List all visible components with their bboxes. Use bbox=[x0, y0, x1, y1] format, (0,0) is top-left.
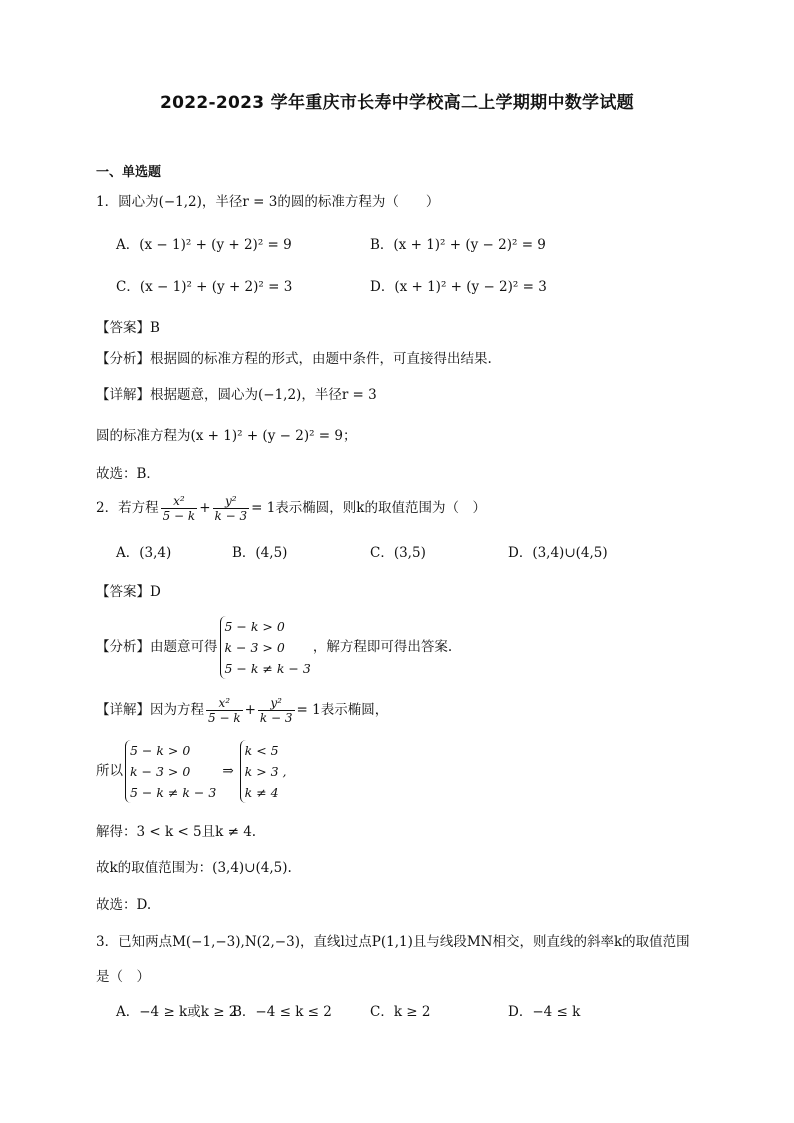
q3-stem-line2: 是（ ） bbox=[96, 969, 150, 985]
q2-detail-fraction-2: $\frac{\text{y²}}{k - 3}$ bbox=[259, 696, 293, 725]
q2-option-c: C．(3,5) bbox=[370, 545, 426, 561]
q2-analysis-system: 5 − k > 0 k − 3 > 0 5 − k ≠ k − 3 bbox=[220, 616, 311, 679]
q1-choose: 故选：B． bbox=[96, 466, 160, 482]
analysis-tag: 【分析】 bbox=[96, 639, 150, 655]
detail-text: 根据题意，圆心为(−1,2)，半径r = 3 bbox=[150, 387, 377, 403]
q1-detail bbox=[96, 385, 377, 405]
q2-option-b: B．(4,5) bbox=[232, 545, 288, 561]
q1-analysis bbox=[96, 349, 492, 369]
q1-option-d: D．(x + 1)² + (y − 2)² = 3 bbox=[370, 279, 547, 295]
q1-option-c: C．(x − 1)² + (y + 2)² = 3 bbox=[116, 279, 293, 295]
answer-value: B bbox=[150, 320, 160, 336]
q2-detail-fraction-1: $\frac{\text{x²}}{5 - k}$ bbox=[208, 696, 241, 725]
q2-system-left: 5 − k > 0 k − 3 > 0 5 − k ≠ k − 3 bbox=[125, 740, 216, 803]
q1-answer bbox=[96, 318, 160, 338]
section-heading: 一、单选题 bbox=[96, 165, 162, 180]
q2-range: 故k的取值范围为：(3,4)∪(4,5). bbox=[96, 860, 292, 876]
answer-tag: 【答案】 bbox=[96, 320, 150, 336]
analysis-tag: 【分析】 bbox=[96, 351, 150, 367]
q3-option-a: A．−4 ≥ k或k ≥ 2 bbox=[116, 1004, 238, 1020]
q1-stem: 1．圆心为(−1,2)，半径r = 3的圆的标准方程为（ ） bbox=[96, 194, 440, 210]
q1-detail-equation: 圆的标准方程为(x + 1)² + (y − 2)² = 9； bbox=[96, 428, 357, 444]
answer-value: D bbox=[150, 584, 161, 600]
q2-choose: 故选：D. bbox=[96, 897, 152, 913]
q3-option-c: C．k ≥ 2 bbox=[370, 1004, 431, 1020]
q2-option-d: D．(3,4)∪(4,5) bbox=[508, 545, 608, 561]
q2-answer bbox=[96, 582, 161, 602]
q1-option-a: A．(x − 1)² + (y + 2)² = 9 bbox=[116, 237, 292, 253]
page-title: 2022-2023 学年重庆市长寿中学校高二上学期期中数学试题 bbox=[160, 93, 634, 113]
q2-detail-systems: 所以 5 − k > 0 k − 3 > 0 5 − k ≠ k − 3 ⇒ k < 5 k > 3 , k ≠ 4 bbox=[96, 740, 289, 803]
detail-tag: 【详解】 bbox=[96, 387, 150, 403]
answer-tag: 【答案】 bbox=[96, 584, 150, 600]
q2-solve: 解得：3 < k < 5且k ≠ 4. bbox=[96, 824, 257, 840]
q2-detail: 【详解】因为方程 $\frac{\text{x²}}{5 - k}$ + $\frac{\text{y²}}{k - 3}$ = 1表示椭圆， bbox=[96, 696, 389, 725]
q2-stem: 2．若方程 $\frac{\text{x²}}{5 - k}$ + $\frac{\text{y²}}{k - 3}$ = 1表示椭圆，则k的取值范围为（ ） bbox=[96, 494, 486, 523]
q2-fraction-1: $\frac{\text{x²}}{5 - k}$ bbox=[162, 494, 196, 523]
q3-stem-line1: 3．已知两点M(−1,−3),N(2,−3)，直线l过点P(1,1)且与线段MN相交，则直线的斜率k的取值范围 bbox=[96, 934, 690, 950]
q3-option-d: D．−4 ≤ k bbox=[508, 1004, 581, 1020]
q2-fraction-2: $\frac{\text{y²}}{k - 3}$ bbox=[214, 494, 248, 523]
q2-analysis: 【分析】由题意可得 5 − k > 0 k − 3 > 0 5 − k ≠ k − 3 ，解方程即可得出答案. bbox=[96, 616, 452, 679]
q2-system-right: k < 5 k > 3 , k ≠ 4 bbox=[240, 740, 287, 803]
q2-option-a: A．(3,4) bbox=[116, 545, 172, 561]
q3-option-b: B．−4 ≤ k ≤ 2 bbox=[232, 1004, 332, 1020]
q2-stem-pre: 2．若方程 bbox=[96, 500, 159, 516]
q1-option-b: B．(x + 1)² + (y − 2)² = 9 bbox=[370, 237, 546, 253]
q2-stem-post: = 1表示椭圆，则k的取值范围为（ ） bbox=[251, 500, 486, 516]
analysis-text: 根据圆的标准方程的形式，由题中条件，可直接得出结果. bbox=[150, 351, 492, 367]
detail-tag: 【详解】 bbox=[96, 702, 150, 718]
